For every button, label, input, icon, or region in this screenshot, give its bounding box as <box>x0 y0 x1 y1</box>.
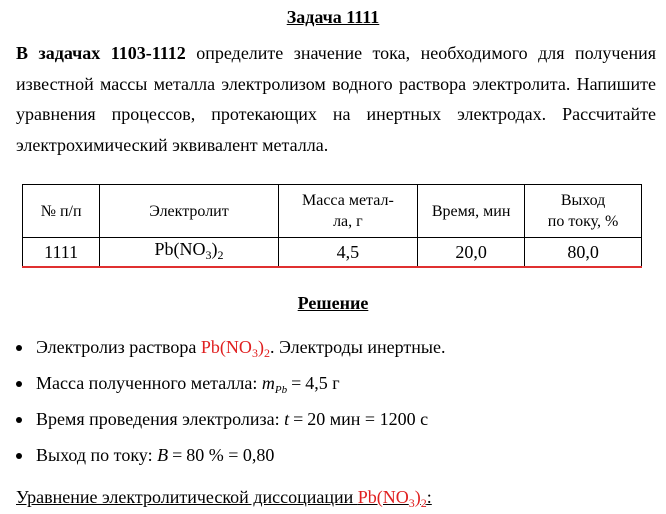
list-item: Время проведения электролиза: t = 20 мин = 1200 с <box>0 406 666 442</box>
solution-title: Решение <box>297 293 369 313</box>
cell-time: 20,0 <box>418 238 525 268</box>
table-row <box>23 238 642 268</box>
given-list <box>0 334 666 478</box>
list-item: Электролиз раствора $Pb(NO_3)_2$. Электроды инертные. <box>0 334 666 370</box>
header-yield: Выход по току, % <box>525 185 642 238</box>
list-item: Масса полученного металла: $m_{Pb} = 4,5$ г <box>0 370 666 406</box>
table-header-row <box>23 185 642 238</box>
header-electrolyte: Электролит <box>100 185 278 238</box>
problem-statement <box>16 38 656 160</box>
data-table <box>22 184 642 268</box>
bullet-dot-icon <box>16 381 22 387</box>
header-num: № п/п <box>23 185 100 238</box>
electrolyte-formula: $Pb(NO_3)_2$ <box>200 337 270 360</box>
problem-lead: В задачах 1103-1112 <box>16 43 186 63</box>
cell-num: 1111 <box>23 238 100 268</box>
cell-mass: 4,5 <box>278 238 417 268</box>
cell-yield: 80,0 <box>525 238 642 268</box>
dissociation-heading: Уравнение электролитической диссоциации $Pb(NO_3)_2$: <box>16 487 432 510</box>
header-time: Время, мин <box>418 185 525 238</box>
bullet-dot-icon <box>16 453 22 459</box>
problem-text: определите значение тока, необходимого для получения известной массы металла электролизом водного раствора электролита. Напишите уравнения процессов, протекающих на инертных электродах. Рассчитайте электрохимический эквивалент металла. <box>16 43 657 155</box>
header-mass: Масса метал- ла, г <box>278 185 417 238</box>
bullet-dot-icon <box>16 417 22 423</box>
cell-electrolyte: $Pb(NO_3)_2$ <box>100 238 278 268</box>
bullet-dot-icon <box>16 345 22 351</box>
problem-title: Задача 1111 <box>286 7 380 27</box>
list-item: Выход по току: B = 80 % = 0,80 <box>0 442 666 478</box>
dissociation-formula: $Pb(NO_3)_2$ <box>357 487 427 510</box>
